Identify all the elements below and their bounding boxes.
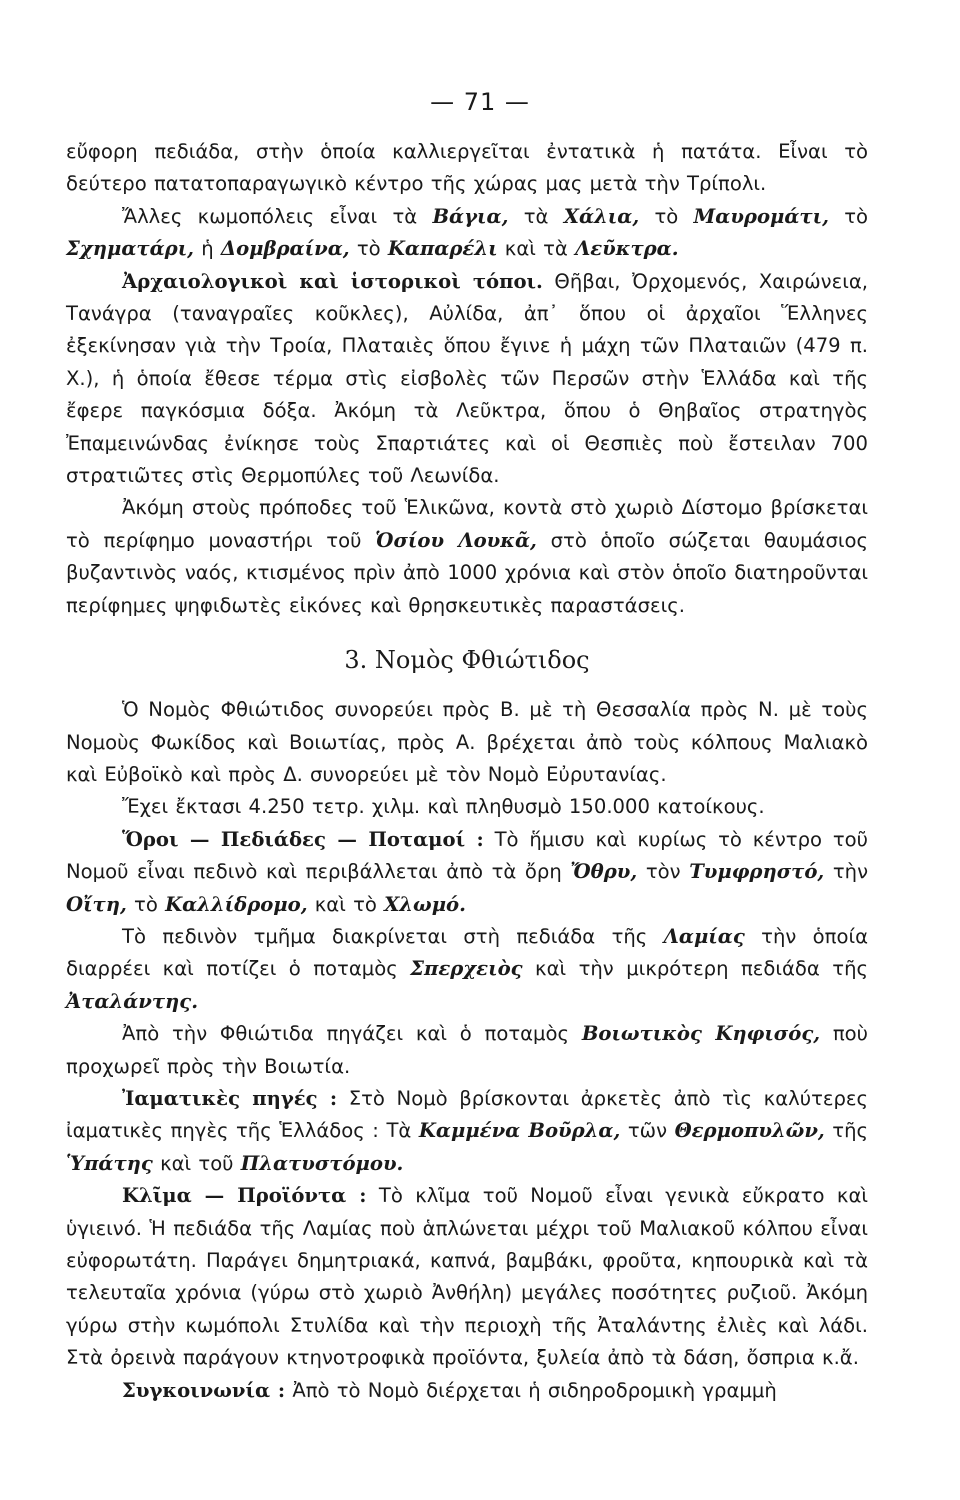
text-span: Ἀκόμη στοὺς πρόποδες τοῦ Ἑλικῶνα, κοντὰ στὸ χωριὸ Δίστομο βρίσκεται τὸ περίφημο μοναστήρι τοῦ [66,496,868,552]
section-title: 3. Νομὸς Φθιώτιδος [344,646,590,675]
place-name: Χάλια, [563,204,640,228]
body-text [66,136,868,1407]
text-span: Τὸ ἥμισυ καὶ κυρίως τὸ κέντρο τοῦ Νομοῦ εἶναι πεδινὸ καὶ περιβάλλεται ἀπὸ τὰ ὄρη [66,827,868,884]
text-span: τὸ [349,237,388,261]
place-name: Θερμοπυλῶν, [674,1119,825,1143]
text-span: στὸ ὁποῖο σώζεται θαυμάσιος βυζαντινὸς ναός, κτισμένος πρὶν ἀπὸ 1000 χρόνια καὶ στὸν ὁποῖο διατηροῦνται περίφημες ψηφιδωτὲς εἰκόνες καὶ θρησκευτικὲς παραστάσεις. [66,528,868,617]
paragraph-transport [66,1375,868,1407]
text-span: τῆς [824,1119,868,1143]
paragraph-area-population: Ἔχει ἔκτασι 4.250 τετρ. χιλμ. καὶ πληθυσμὸ 150.000 κατοίκους. [122,795,765,819]
text-span: καὶ τὸ [307,892,385,916]
text-span: τὸ [828,204,869,228]
place-name: Πλατυστόμου. [240,1151,404,1175]
section-heading-inline: Ὅροι — Πεδιάδες — Ποταμοί : [122,827,484,851]
place-name: Μαυρομάτι, [693,204,829,228]
text-span: τὴν ὁποία διαρρέει καὶ ποτίζει ὁ ποταμὸς [66,924,869,981]
paragraph-archaeological-sites [66,266,868,493]
place-name: Βάγια, [432,204,509,228]
text-span: Ἀπὸ τὴν Φθιώτιδα πηγάζει καὶ ὁ ποταμὸς [122,1022,582,1046]
place-name: Ὑπάτης [66,1151,153,1175]
place-name: Λεῦκτρα. [575,237,679,261]
paragraph-mountains-plains-rivers [66,824,868,921]
place-name: Ὁσίου Λουκᾶ, [375,528,537,552]
page-number: — 71 — [430,88,530,116]
paragraph-borders: Ὁ Νομὸς Φθιώτιδος συνορεύει πρὸς Β. μὲ τὴ Θεσσαλία πρὸς Ν. μὲ τοὺς Νομοὺς Φωκίδος καὶ Βοιωτίας, πρὸς Α. βρέχεται ἀπὸ τοὺς κόλπους Μαλιακὸ καὶ Εὐβοϊκὸ καὶ πρὸς Δ. συνορεύει μὲ τὸν Νομὸ Εὐρυτανίας. [66,698,868,786]
text-span: καὶ τοῦ [152,1151,241,1175]
section-heading-inline: Κλῖμα — Προϊόντα : [122,1184,367,1208]
text-span: τῶν [620,1119,675,1143]
place-name: Καλλίδρομο, [165,892,308,916]
place-name: Σχηματάρι, [66,237,195,261]
text-span: Θῆβαι, Ὀρχομενός, Χαιρώνεια, Τανάγρα (ταναγραῖες κοῦκλες), Αὐλίδα, ἀπ᾽ ὅπου οἱ ἀρχαῖοι Ἕλληνες ἐξεκίνησαν γιὰ τὴν Τροία, Πλαταιὲς ὅπου ἔγινε ἡ μάχη τῶν Πλαταιῶν (479 π. Χ.), ἡ ὁποία ἔθεσε τέρμα στὶς εἰσβολὲς τῶν Περσῶν στὴν Ἑλλάδα καὶ τῆς ἔφερε παγκόσμια δόξα. Ἀκόμη τὰ Λεῦκτρα, ὅπου ὁ Θηβαῖος στρατηγὸς Ἐπαμεινώνδας ἐνίκησε τοὺς Σπαρτιάτες καὶ οἱ Θεσπιὲς ποὺ ἔστειλαν 700 στρατιῶτες στὶς Θερμοπύλες τοῦ Λεωνίδα. [66,269,868,488]
place-name: Ὄθρυ, [570,860,638,884]
text-span: Ἀπὸ τὸ Νομὸ διέρχεται ἡ σιδηροδρομικὴ γραμμὴ [285,1378,777,1402]
text-span: ἡ [194,237,221,261]
paragraph-monastery [66,492,868,622]
place-name: Δομβραίνα, [220,237,350,261]
text-span: Τὸ κλῖμα τοῦ Νομοῦ εἶναι γενικὰ εὔκρατο καὶ ὑγιεινό. Ἡ πεδιάδα τῆς Λαμίας ποὺ ἁπλώνεται μέχρι τοῦ Μαλιακοῦ κόλπου εἶναι εὐφορωτάτη. Παράγει δημητριακά, καπνά, βαμβάκι, φροῦτα, κηπουρικὰ καὶ τὰ τελευταῖα χρόνια (γύρω στὸ χωριὸ Ἀνθήλη) μεγάλες ποσότητες ρυζιοῦ. Ἀκόμη γύρω στὴν κωμόπολι Στυλίδα καὶ τὴν περιοχὴ τῆς Ἀταλάντης ἐλιὲς καὶ λάδι. Στὰ ὀρεινὰ παράγουν κτηνοτροφικὰ προϊόντα, ξυλεία ἀπὸ τὰ δάση, ὄσπρια κ.ἄ. [66,1184,868,1370]
paragraph-climate-products [66,1180,868,1374]
place-name: Οἴτη, [66,892,127,916]
text-span: καὶ τὰ [497,237,576,261]
place-name: Ἀταλάντης. [66,989,199,1013]
text-span: ποὺ προχωρεῖ πρὸς τὴν Βοιωτία. [66,1022,868,1078]
paragraph-springs [66,1083,868,1180]
place-name: Χλωμό. [384,892,466,916]
text-span: τὸν [637,860,690,884]
section-heading-inline: Ἰαματικὲς πηγές : [122,1086,338,1110]
text-span: Στὸ Νομὸ βρίσκονται ἀρκετὲς ἀπὸ τὶς καλύτερες ἰαματικὲς πηγὲς τῆς Ἑλλάδος : Τὰ [66,1086,868,1143]
place-name: Καπαρέλι [387,237,498,261]
paragraph-kifisos [66,1018,868,1083]
paragraph-lowland [66,921,868,1018]
text-span: Ἄλλες κωμοπόλεις εἶναι τὰ [122,204,433,228]
text-span: τὸ [126,892,166,916]
place-name: Καμμένα Βοῦρλα, [418,1119,621,1143]
place-name: Λαμίας [663,924,745,948]
place-name: Βοιωτικὸς Κηφισός, [581,1022,821,1046]
section-heading-inline: Συγκοινωνία : [122,1378,286,1402]
place-name: Σπερχειὸς [410,957,523,981]
text-span: τὴν [824,860,869,884]
text-span: Τὸ πεδινὸν τμῆμα διακρίνεται στὴ πεδιάδα τῆς [122,924,664,948]
text-span: καὶ τὴν μικρότερη πεδιάδα τῆς [522,957,868,981]
section-heading-inline: Ἀρχαιολογικοὶ καὶ ἱστορικοὶ τόποι. [122,269,543,293]
paragraph-potato-plain: εὔφορη πεδιάδα, στὴν ὁποία καλλιεργεῖται ἐντατικὰ ἡ πατάτα. Εἶναι τὸ δεύτερο πατατοπαραγωγικὸ κέντρο τῆς χώρας μας μετὰ τὴν Τρίπολι. [66,140,868,196]
text-span: τὸ [639,204,694,228]
text-span: τὰ [508,204,564,228]
place-name: Τυμφρηστό, [689,860,825,884]
paragraph-towns [66,201,868,266]
